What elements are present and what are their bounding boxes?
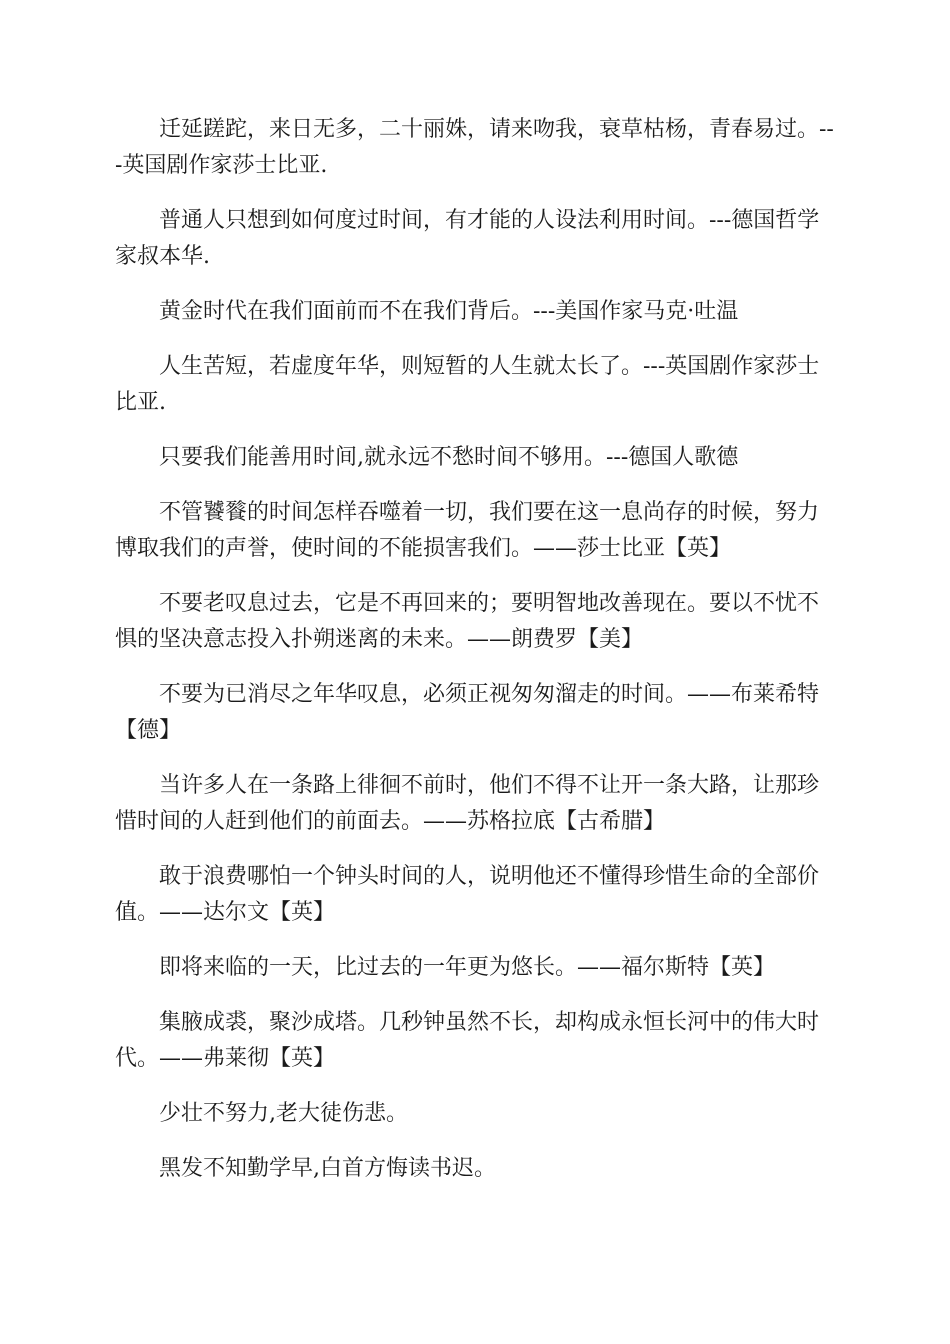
quote-paragraph: 少壮不努力,老大徒伤悲。 xyxy=(159,1101,408,1126)
quote-paragraph: 只要我们能善用时间,就永远不愁时间不够用。---德国人歌德 xyxy=(159,445,739,470)
quote-paragraph: 即将来临的一天，比过去的一年更为悠长。——福尔斯特【英】 xyxy=(159,955,776,980)
quote-paragraph: 敢于浪费哪怕一个钟头时间的人，说明他还不懂得珍惜生命的全部价值。——达尔文【英】 xyxy=(115,864,820,925)
quote-paragraph: 当许多人在一条路上徘徊不前时，他们不得不让开一条大路，让那珍惜时间的人赶到他们的前面去。——苏格拉底【古希腊】 xyxy=(115,773,820,834)
document-page xyxy=(115,112,835,1206)
quote-paragraph: 迁延蹉跎，来日无多，二十丽姝，请来吻我，衰草枯杨，青春易过。---英国剧作家莎士比亚. xyxy=(115,117,834,178)
quote-paragraph: 不要为已消尽之年华叹息，必须正视匆匆溜走的时间。——布莱希特【德】 xyxy=(115,682,820,743)
quote-paragraph: 黑发不知勤学早,白首方悔读书迟。 xyxy=(159,1156,496,1181)
quote-paragraph: 集腋成裘，聚沙成塔。几秒钟虽然不长，却构成永恒长河中的伟大时代。——弗莱彻【英】 xyxy=(115,1010,820,1071)
quote-paragraph: 人生苦短，若虚度年华，则短暂的人生就太长了。---英国剧作家莎士比亚. xyxy=(115,354,820,415)
quote-paragraph: 不要老叹息过去，它是不再回来的；要明智地改善现在。要以不忧不惧的坚决意志投入扑朔迷离的未来。——朗费罗【美】 xyxy=(115,591,820,652)
quote-paragraph: 黄金时代在我们面前而不在我们背后。---美国作家马克·吐温 xyxy=(159,299,739,324)
quote-paragraph: 不管饕餮的时间怎样吞噬着一切，我们要在这一息尚存的时候，努力博取我们的声誉，使时间的不能损害我们。——莎士比亚【英】 xyxy=(115,500,820,561)
quote-paragraph: 普通人只想到如何度过时间，有才能的人设法利用时间。---德国哲学家叔本华. xyxy=(115,208,820,269)
